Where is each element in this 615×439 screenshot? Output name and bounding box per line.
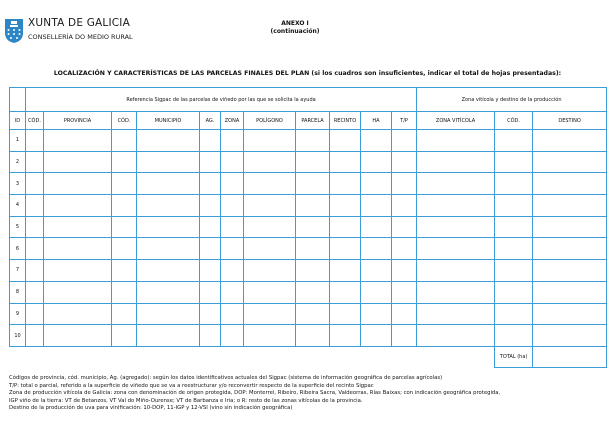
table-row <box>10 173 607 195</box>
input-cell[interactable] <box>361 238 392 260</box>
input-cell[interactable] <box>200 303 221 325</box>
input-cell[interactable] <box>44 303 112 325</box>
input-cell[interactable] <box>221 216 244 238</box>
input-cell[interactable] <box>26 195 44 217</box>
input-cell[interactable] <box>137 303 200 325</box>
input-cell[interactable] <box>330 238 361 260</box>
input-cell[interactable] <box>112 216 137 238</box>
row-id-cell: 5 <box>10 216 26 238</box>
input-cell[interactable] <box>200 151 221 173</box>
input-cell[interactable] <box>221 260 244 282</box>
input-cell[interactable] <box>137 260 200 282</box>
input-cell[interactable] <box>330 260 361 282</box>
input-cell[interactable] <box>495 216 533 238</box>
input-cell[interactable] <box>495 173 533 195</box>
footnote-line: Destino de la producción de uva para vinificación: 10-DOP, 11-IGP y 12-VSI (vino sin indicación geográfica) <box>9 405 293 412</box>
annex-title: ANEXO I <box>281 20 309 27</box>
input-cell[interactable] <box>296 216 330 238</box>
input-cell[interactable] <box>495 281 533 303</box>
input-cell[interactable] <box>112 303 137 325</box>
column-header-11: T/P <box>392 112 417 130</box>
input-cell[interactable] <box>533 195 607 217</box>
input-cell[interactable] <box>26 260 44 282</box>
row-id-cell: 3 <box>10 173 26 195</box>
row-id-cell: 6 <box>10 238 26 260</box>
org-department: CONSELLERÍA DO MEDIO RURAL <box>28 33 133 41</box>
column-header-2: PROVINCIA <box>44 112 112 130</box>
input-cell[interactable] <box>26 238 44 260</box>
input-cell[interactable] <box>112 173 137 195</box>
input-cell[interactable] <box>44 151 112 173</box>
group-zone-header: Zona vitícola y destino de la producción <box>417 88 607 112</box>
input-cell[interactable] <box>137 151 200 173</box>
org-name: XUNTA DE GALICIA <box>28 17 130 29</box>
input-cell[interactable] <box>361 216 392 238</box>
input-cell[interactable] <box>26 173 44 195</box>
footnote-line: Códigos de provincia, cód. municipio, Ag. (agregado): según los datos identificativos actuales del Sigpac (sistema de información geográfica de parcelas agrícolas) <box>9 375 443 381</box>
footnote-line: IGP viño de la tierra: VT de Betanzos, VT Val do Miño-Ourense; VT de Barbanza e Iria; o R: resto de las zonas vitícolas de la provincia. <box>9 397 363 404</box>
row-id-cell: 8 <box>10 281 26 303</box>
input-cell[interactable] <box>137 173 200 195</box>
input-cell[interactable] <box>296 260 330 282</box>
row-id-cell: 4 <box>10 195 26 217</box>
input-cell[interactable] <box>533 238 607 260</box>
input-cell[interactable] <box>44 281 112 303</box>
input-cell[interactable] <box>392 303 417 325</box>
column-header-1: CÓD. <box>26 112 44 130</box>
input-cell[interactable] <box>296 195 330 217</box>
input-cell[interactable] <box>221 151 244 173</box>
input-cell[interactable] <box>533 325 607 347</box>
input-cell[interactable] <box>200 238 221 260</box>
input-cell[interactable] <box>221 173 244 195</box>
column-header-7: POLÍGONO <box>244 112 296 130</box>
input-cell[interactable] <box>330 216 361 238</box>
footnotes <box>9 375 609 413</box>
group-header-row <box>10 88 607 112</box>
column-header-13: CÓD. <box>495 112 533 130</box>
input-cell[interactable] <box>44 130 112 152</box>
input-cell[interactable] <box>112 195 137 217</box>
input-cell[interactable] <box>392 238 417 260</box>
column-header-10: HA <box>361 112 392 130</box>
input-cell[interactable] <box>26 130 44 152</box>
section-title: LOCALIZACIÓN Y CARACTERÍSTICAS DE LAS PARCELAS FINALES DEL PLAN (si los cuadros son insuficientes, indicar el total de hojas presentadas): <box>53 70 562 77</box>
group-sigpac-header: Referencia Sigpac de las parcelas de viñedo por las que se solicita la ayuda <box>26 88 417 112</box>
input-cell[interactable] <box>296 281 330 303</box>
input-cell[interactable] <box>361 130 392 152</box>
input-cell[interactable] <box>533 281 607 303</box>
input-cell[interactable] <box>417 325 495 347</box>
input-cell[interactable] <box>26 216 44 238</box>
input-cell[interactable] <box>533 216 607 238</box>
input-cell[interactable] <box>417 173 495 195</box>
input-cell[interactable] <box>244 281 296 303</box>
input-cell[interactable] <box>296 130 330 152</box>
table-row <box>10 151 607 173</box>
input-cell[interactable] <box>244 216 296 238</box>
row-id-cell: 9 <box>10 303 26 325</box>
input-cell[interactable] <box>392 195 417 217</box>
input-cell[interactable] <box>495 195 533 217</box>
total-row <box>10 346 607 367</box>
input-cell[interactable] <box>296 173 330 195</box>
input-cell[interactable] <box>361 195 392 217</box>
row-id-cell: 1 <box>10 130 26 152</box>
table-row <box>10 303 607 325</box>
input-cell[interactable] <box>221 238 244 260</box>
input-cell[interactable] <box>244 130 296 152</box>
table-row <box>10 238 607 260</box>
input-cell[interactable] <box>296 303 330 325</box>
input-cell[interactable] <box>330 303 361 325</box>
input-cell[interactable] <box>330 130 361 152</box>
group-spacer-cell <box>10 88 26 112</box>
table-row <box>10 216 607 238</box>
column-header-6: ZONA <box>221 112 244 130</box>
input-cell[interactable] <box>221 303 244 325</box>
input-cell[interactable] <box>533 173 607 195</box>
input-cell[interactable] <box>44 325 112 347</box>
input-cell[interactable] <box>417 130 495 152</box>
column-header-5: AG. <box>200 112 221 130</box>
column-header-3: CÓD. <box>112 112 137 130</box>
input-cell[interactable] <box>361 173 392 195</box>
input-cell[interactable] <box>296 325 330 347</box>
input-cell[interactable] <box>392 130 417 152</box>
input-cell[interactable] <box>112 130 137 152</box>
input-cell[interactable] <box>495 238 533 260</box>
input-cell[interactable] <box>361 281 392 303</box>
galicia-shield-icon <box>4 18 24 44</box>
input-cell[interactable] <box>244 173 296 195</box>
table-row <box>10 325 607 347</box>
table-row <box>10 260 607 282</box>
column-header-14: DESTINO <box>533 112 607 130</box>
input-cell[interactable] <box>330 151 361 173</box>
input-cell[interactable] <box>417 238 495 260</box>
input-cell[interactable] <box>112 238 137 260</box>
table-row <box>10 281 607 303</box>
input-cell[interactable] <box>26 151 44 173</box>
input-cell[interactable] <box>296 238 330 260</box>
input-cell[interactable] <box>533 260 607 282</box>
input-cell[interactable] <box>392 151 417 173</box>
input-cell[interactable] <box>244 303 296 325</box>
input-cell[interactable] <box>244 325 296 347</box>
input-cell[interactable] <box>392 216 417 238</box>
input-cell[interactable] <box>244 238 296 260</box>
input-cell[interactable] <box>533 151 607 173</box>
input-cell[interactable] <box>200 195 221 217</box>
input-cell[interactable] <box>361 303 392 325</box>
input-cell[interactable] <box>221 281 244 303</box>
input-cell[interactable] <box>495 130 533 152</box>
input-cell[interactable] <box>137 238 200 260</box>
input-cell[interactable] <box>244 260 296 282</box>
table-row <box>10 130 607 152</box>
footnote-line: T/P: total o parcial, referido a la superficie de viñedo que se va a reestructurar y/o reconvertir respecto de la superficie del recinto Sigpac <box>9 382 374 389</box>
input-cell[interactable] <box>200 216 221 238</box>
input-cell[interactable] <box>44 173 112 195</box>
input-cell[interactable] <box>137 281 200 303</box>
input-cell[interactable] <box>221 130 244 152</box>
input-cell[interactable] <box>137 325 200 347</box>
table-row <box>10 195 607 217</box>
column-header-0: ID <box>10 112 26 130</box>
input-cell[interactable] <box>495 303 533 325</box>
column-header-8: PARCELA <box>296 112 330 130</box>
input-cell[interactable] <box>26 325 44 347</box>
row-id-cell: 7 <box>10 260 26 282</box>
input-cell[interactable] <box>533 303 607 325</box>
input-cell[interactable] <box>44 216 112 238</box>
input-cell[interactable] <box>361 325 392 347</box>
input-cell[interactable] <box>392 260 417 282</box>
input-cell[interactable] <box>200 260 221 282</box>
input-cell[interactable] <box>200 130 221 152</box>
input-cell[interactable] <box>44 260 112 282</box>
total-label: TOTAL (ha) <box>495 346 533 367</box>
input-cell[interactable] <box>200 173 221 195</box>
input-cell[interactable] <box>330 281 361 303</box>
input-cell[interactable] <box>417 260 495 282</box>
input-cell[interactable] <box>533 130 607 152</box>
column-header-12: ZONA VITÍCOLA <box>417 112 495 130</box>
input-cell[interactable] <box>137 130 200 152</box>
input-cell[interactable] <box>361 151 392 173</box>
input-cell[interactable] <box>495 151 533 173</box>
input-cell[interactable] <box>112 260 137 282</box>
annex-subtitle: (continuación) <box>270 28 320 35</box>
column-header-4: MUNICIPIO <box>137 112 200 130</box>
input-cell[interactable] <box>296 151 330 173</box>
input-cell[interactable] <box>44 238 112 260</box>
input-cell[interactable] <box>112 281 137 303</box>
input-cell[interactable] <box>361 260 392 282</box>
row-id-cell: 10 <box>10 325 26 347</box>
input-cell[interactable] <box>417 216 495 238</box>
input-cell[interactable] <box>200 325 221 347</box>
input-cell[interactable] <box>137 216 200 238</box>
input-cell[interactable] <box>330 325 361 347</box>
parcels-table <box>9 87 607 368</box>
input-cell[interactable] <box>330 173 361 195</box>
input-cell[interactable] <box>495 260 533 282</box>
row-id-cell: 2 <box>10 151 26 173</box>
input-cell[interactable] <box>200 281 221 303</box>
input-cell[interactable] <box>26 303 44 325</box>
input-cell[interactable] <box>417 303 495 325</box>
input-cell[interactable] <box>392 325 417 347</box>
input-cell[interactable] <box>244 151 296 173</box>
input-cell[interactable] <box>112 325 137 347</box>
input-cell[interactable] <box>330 195 361 217</box>
total-value-cell[interactable] <box>533 346 607 367</box>
input-cell[interactable] <box>417 151 495 173</box>
input-cell[interactable] <box>112 151 137 173</box>
input-cell[interactable] <box>137 195 200 217</box>
column-header-9: RECINTO <box>330 112 361 130</box>
column-header-row <box>10 112 607 130</box>
total-row-spacer <box>10 346 495 367</box>
input-cell[interactable] <box>417 281 495 303</box>
input-cell[interactable] <box>44 195 112 217</box>
input-cell[interactable] <box>26 281 44 303</box>
input-cell[interactable] <box>221 325 244 347</box>
input-cell[interactable] <box>417 195 495 217</box>
input-cell[interactable] <box>392 281 417 303</box>
input-cell[interactable] <box>244 195 296 217</box>
input-cell[interactable] <box>221 195 244 217</box>
footnote-line: Zona de producción vitícola de Galicia: zona con denominación de origen protegida, DOP: Monterrei, Ribeiro, Ribeira Sacra, Valdeorras, Rías Baixas; con indicación geográfica protegida, <box>9 390 501 397</box>
input-cell[interactable] <box>495 325 533 347</box>
input-cell[interactable] <box>392 173 417 195</box>
